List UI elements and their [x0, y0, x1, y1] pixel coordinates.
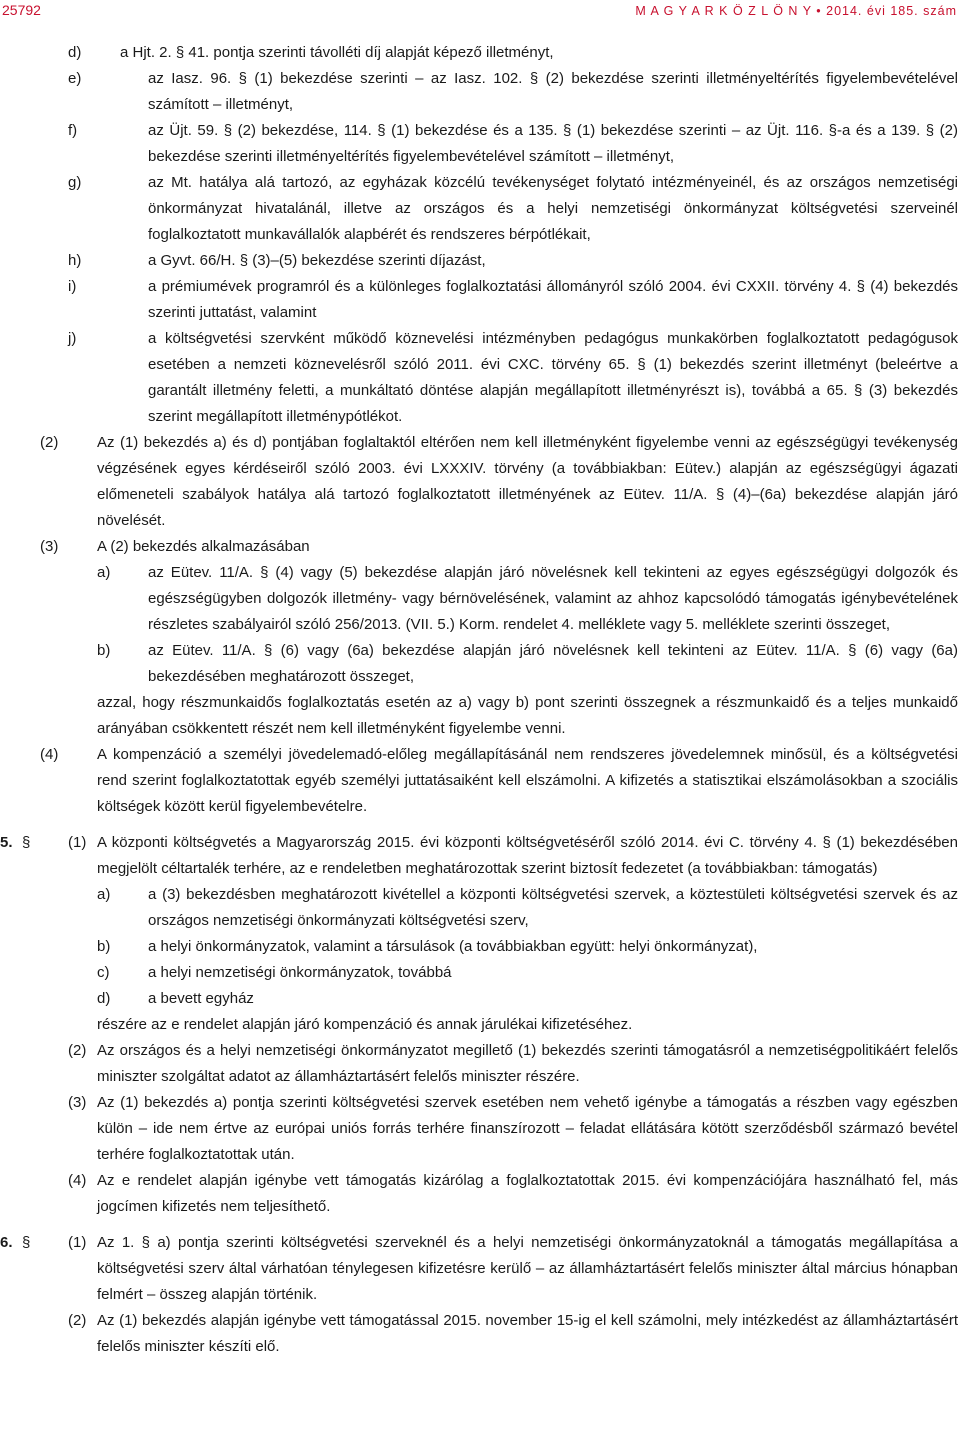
item-label: (4) — [40, 746, 59, 763]
section-number: 5. — [0, 834, 13, 851]
item-text: A kompenzáció a személyi jövedelemadó-előleg megállapításánál nem rendszeres jövedelemnek minősül, és a költségvetési rend szerint foglalkoztatottak egyéb személyi juttatásaiként kell elszámolni. A kifizetés a statisztikai elszámolásokban a szociális költségek között kerül figyelembevételre. — [97, 746, 958, 815]
paragraph — [0, 1168, 960, 1220]
item-label: g) — [68, 174, 82, 191]
paragraph — [0, 960, 960, 986]
item-label: d) — [97, 990, 111, 1007]
item-label: e) — [68, 70, 82, 87]
item-label: f) — [68, 122, 78, 139]
item-text: Az e rendelet alapján igénybe vett támogatás kizárólag a foglalkoztatottak 2015. évi kompenzációjára használható fel, más jogcímen kifizetés nem teljesíthető. — [97, 1172, 958, 1215]
section-symbol: § — [22, 834, 31, 851]
item-text: a helyi önkormányzatok, valamint a társulások (a továbbiakban együtt: helyi önkormányzat), — [148, 938, 758, 955]
paragraph — [0, 882, 960, 934]
paragraph — [0, 170, 960, 248]
journal-title: M A G Y A R K Ö Z L Ö N Y • 2014. évi 185. szám — [635, 4, 957, 18]
item-label: (1) — [68, 834, 87, 851]
paragraph — [0, 690, 960, 742]
item-text: az Eütev. 11/A. § (6) vagy (6a) bekezdése alapján járó növelésnek kell tekinteni az Eütev. 11/A. § (6) vagy (6a) bekezdésében meghatározott összeget, — [148, 642, 958, 685]
paragraph — [0, 40, 960, 66]
item-label: b) — [97, 938, 111, 955]
paragraph — [0, 118, 960, 170]
paragraph — [0, 66, 960, 118]
paragraph — [0, 1012, 960, 1038]
item-text: az Iasz. 96. § (1) bekezdése szerinti – az Iasz. 102. § (2) bekezdése szerinti illetményeltérítés figyelembevételével számított – illetményt, — [148, 70, 958, 113]
section-paragraph — [0, 1230, 960, 1308]
item-label: a) — [97, 564, 111, 581]
item-text: a prémiumévek programról és a különleges foglalkoztatási állományról szóló 2004. évi CXXII. törvény 4. § (4) bekezdés szerinti juttatást, valamint — [148, 278, 958, 321]
item-text: az Üjt. 59. § (2) bekezdése, 114. § (1) bekezdése és a 135. § (1) bekezdése szerinti – az Üjt. 116. §-a és a 139. § (2) bekezdése szerinti illetményeltérítés figyelembevételével számított – illetményt, — [148, 122, 958, 165]
document-body — [0, 40, 960, 1360]
section-symbol: § — [22, 1234, 31, 1251]
item-text: Az országos és a helyi nemzetiségi önkormányzatot megillető (1) bekezdés szerinti támogatásról a nemzetiségpolitikáért felelős miniszter szolgáltat adatot az államháztartásért felelős miniszter részére. — [97, 1042, 958, 1085]
item-text: az Mt. hatálya alá tartozó, az egyházak közcélú tevékenységet folytató intézményeinél, és az országos nemzetiségi önkormányzat hivatalánál, illetve az országos és a helyi nemzetiségi önkormányzat költségvetési szerveinél foglalkoztatott munkavállalók alapbérét és rendszeres bérpótlékait, — [148, 174, 958, 243]
paragraph — [0, 248, 960, 274]
page-header — [0, 0, 960, 22]
item-label: a) — [97, 886, 111, 903]
item-text: részére az e rendelet alapján járó kompenzáció és annak járulékai kifizetéséhez. — [97, 1016, 633, 1033]
paragraph — [0, 274, 960, 326]
item-label: (4) — [68, 1172, 87, 1189]
paragraph — [0, 1090, 960, 1168]
paragraph — [0, 430, 960, 534]
item-text: A központi költségvetés a Magyarország 2015. évi központi költségvetéséről szóló 2014. évi C. törvény 4. § (1) bekezdésében megjelölt céltartalék terhére, az e rendeletben meghatározottak szerint biztosít fedezetet (a továbbiakban: támogatás) — [97, 834, 958, 877]
paragraph — [0, 638, 960, 690]
paragraph — [0, 934, 960, 960]
paragraph — [0, 560, 960, 638]
item-text: Az (1) bekezdés alapján igénybe vett támogatással 2015. november 15-ig el kell számolni, mely intézkedést az államháztartásért felelős miniszter készíti elő. — [97, 1312, 958, 1355]
item-label: b) — [97, 642, 111, 659]
item-text: Az (1) bekezdés a) és d) pontjában foglaltaktól eltérően nem kell illetményként figyelembe venni az egészségügyi tevékenység végzésének egyes kérdéseiről szóló 2003. évi LXXXIV. törvény (a továbbiakban: Eütev.) alapján az egészségügyi ágazati előmeneteli szabályok hatálya alá tartozó foglalkoztatott illetményének az Eütev. 11/A. § (4)–(6a) bekezdése alapján járó növelését. — [97, 434, 958, 529]
item-label: (2) — [68, 1312, 87, 1329]
section-paragraph — [0, 830, 960, 882]
item-text: a (3) bekezdésben meghatározott kivétellel a központi költségvetési szervek, a köztestületi költségvetési szervek és az országos nemzetiségi önkormányzati költségvetési szerv, — [148, 886, 958, 929]
paragraph — [0, 326, 960, 430]
item-text: Az 1. § a) pontja szerinti költségvetési szerveknél és a helyi nemzetiségi önkormányzatoknál a támogatás megállapítása a költségvetési szerv által várhatóan ténylegesen kifizetésre kerülő – az államháztartásért felelős miniszter által március hónapban felmért – összeg alapján történik. — [97, 1234, 958, 1303]
item-label: d) — [68, 44, 82, 61]
item-text: a helyi nemzetiségi önkormányzatok, továbbá — [148, 964, 452, 981]
paragraph — [0, 1038, 960, 1090]
item-label: (2) — [68, 1042, 87, 1059]
item-text: a Hjt. 2. § 41. pontja szerinti távolléti díj alapját képező illetményt, — [120, 44, 554, 61]
paragraph — [0, 1308, 960, 1360]
item-text: A (2) bekezdés alkalmazásában — [97, 538, 310, 555]
item-label: j) — [68, 330, 77, 347]
item-label: (3) — [68, 1094, 87, 1111]
item-label: (3) — [40, 538, 59, 555]
paragraph — [0, 534, 960, 560]
item-label: (1) — [68, 1234, 87, 1251]
item-text: a bevett egyház — [148, 990, 254, 1007]
item-text: a költségvetési szervként működő köznevelési intézményben pedagógus munkakörben foglalkoztatott pedagógusok esetében a nemzeti köznevelésről szóló 2011. évi CXC. törvény 65. § (1) bekezdés szerint illetményt (beleértve a garantált illetmény feletti, a munkáltató döntése alapján megállapított illetményrészt is), továbbá a 65. § (3) bekezdés szerint megállapított illetménypótlékot. — [148, 330, 958, 425]
item-label: h) — [68, 252, 82, 269]
item-text: a Gyvt. 66/H. § (3)–(5) bekezdése szerinti díjazást, — [148, 252, 486, 269]
section-number: 6. — [0, 1234, 13, 1251]
paragraph — [0, 986, 960, 1012]
item-label: i) — [68, 278, 77, 295]
item-text: azzal, hogy részmunkaidős foglalkoztatás esetén az a) vagy b) pont szerinti összegnek a részmunkaidő és a teljes munkaidő arányában csökkentett részét nem kell illetményként figyelembe venni. — [97, 694, 958, 737]
item-text: Az (1) bekezdés a) pontja szerinti költségvetési szervek esetében nem vehető igénybe a támogatás a részben vagy egészben külön – ide nem értve az európai uniós forrás terhére finanszírozott – feladat ellátására kötött szerződésből származó bevétel terhére foglalkoztatottak után. — [97, 1094, 958, 1163]
item-label: (2) — [40, 434, 59, 451]
item-label: c) — [97, 964, 110, 981]
paragraph — [0, 742, 960, 820]
item-text: az Eütev. 11/A. § (4) vagy (5) bekezdése alapján járó növelésnek kell tekinteni az egyes egészségügyi dolgozók és egészségügyben dolgozók illetmény- vagy bérnövelésének, valamint az ahhoz kapcsolódó támogatás igénybevételének részletes szabályairól szóló 256/2013. (VII. 5.) Korm. rendelet 4. melléklete vagy 5. melléklete szerinti összeget, — [148, 564, 958, 633]
page-number: 25792 — [2, 2, 41, 18]
